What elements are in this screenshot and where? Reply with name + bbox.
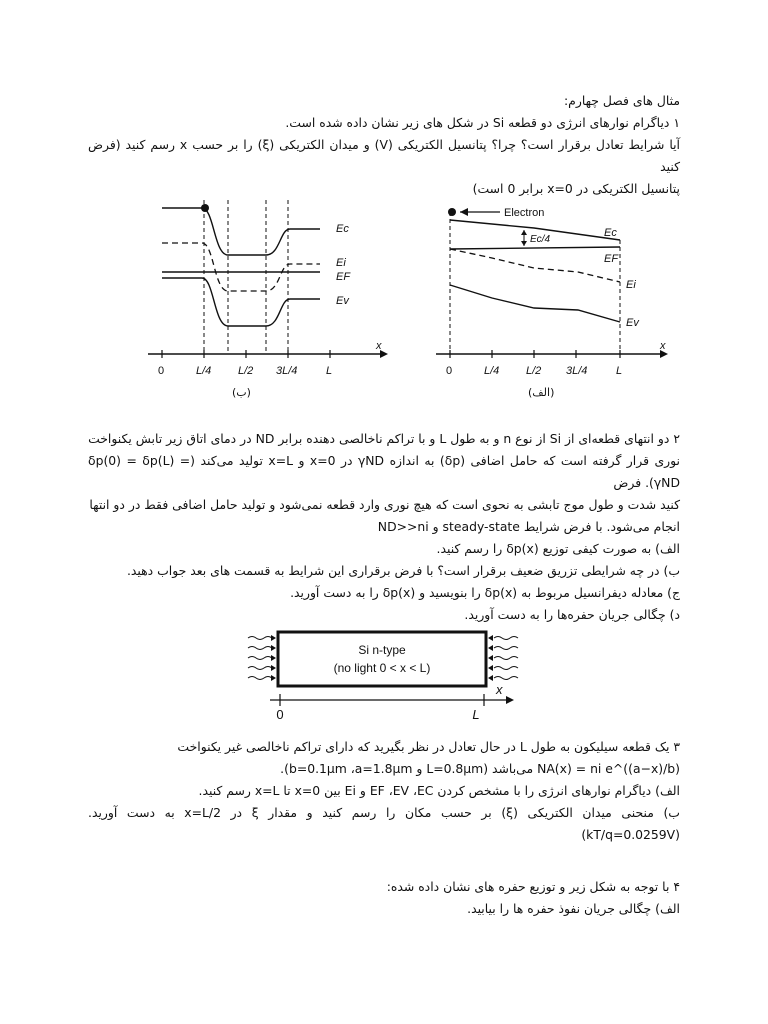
fig-b-label-ec: Ec (336, 223, 349, 235)
fig-b-tick-1: L/4 (196, 365, 212, 377)
fig2-axis-label: x (496, 682, 503, 697)
fig2-box-line2: (no light 0 < x < L) (333, 661, 431, 675)
q1-line3: پتانسیل الکتریکی در x=0 برابر 0 است) (472, 181, 680, 196)
fig-a-tick-1: L/4 (484, 365, 500, 377)
fig-a-tick-3: 3L/4 (566, 365, 588, 377)
q2-part-c: ج) معادله دیفرانسیل مربوط به δp(x) را بنویسید و δp(x) را به دست آورید. (290, 585, 680, 600)
fig-a-label-ec: Ec (604, 227, 617, 239)
fig2-box-line1: Si n-type (358, 643, 406, 657)
fig-a-label-ev: Ev (626, 317, 639, 329)
fig-b-tick-0: 0 (158, 365, 165, 377)
q2-line4: انجام می‌شود. با فرض شرایط steady-state و ND>>ni (377, 519, 680, 534)
fig-b-label-ei: Ei (336, 257, 346, 269)
q1-line2: آیا شرایط تعادل برقرار است؟ چرا؟ پتانسیل الکتریکی (V) و میدان الکتریکی (ξ) را بر حسب x رسم کنید (فرض کنید (88, 137, 680, 174)
fig-b-tick-2: L/2 (238, 365, 254, 377)
fig-b-tick-4: L (326, 365, 333, 377)
fig-a-tick-2: L/2 (526, 365, 542, 377)
q2-part-d: د) چگالی جریان حفره‌ها را به دست آورید. (464, 607, 680, 622)
q2-part-b: ب) در چه شرایطی تزریق ضعیف برقرار است؟ با فرض برقراری این شرایط به قسمت های بعد جواب دهید. (126, 563, 680, 578)
fig2-right-label: L (472, 707, 480, 722)
fig-b-tick-3: 3L/4 (276, 365, 298, 377)
q4-block (88, 876, 680, 920)
q2-line3: کنید شدت و طول موج تابشی به نحوی است که هیچ نوری وارد قطعه نمی‌شود و تولید حامل اضافی فقط در دو انتها (89, 497, 680, 512)
q3-line2: NA(x) = ni e^((a−x)/b) می‌باشد (L=0.8μm و b=0.1μm ،a=1.8μm). (280, 761, 680, 776)
band-diagram-b (140, 192, 400, 382)
q3-part-a: الف) دیاگرام نوارهای انرژی را با مشخص کردن EF ،EV ،EC و Ei بین x=0 تا x=L رسم کنید. (198, 783, 680, 798)
q2-line2: نوری قرار گرفته است که حامل اضافی (δp) به اندازه γND در x=0 و x=L تولید می‌کند (δp(0) = δp(L) = γND). فرض (88, 453, 680, 490)
fig-a-label-ef: EF (604, 253, 619, 265)
q1-line1: ۱ دیاگرام نوارهای انرژی دو قطعه Si در شکل های زیر نشان داده شده است. (285, 115, 680, 130)
fig-a-caption: (الف) (528, 386, 555, 399)
page-title: مثال های فصل چهارم: (563, 93, 680, 108)
fig-a-tick-0: 0 (446, 365, 453, 377)
q4-part-a: الف) چگالی جریان نفوذ حفره ها را بیابید. (467, 901, 680, 916)
q4-line1: ۴ با توجه به شکل زیر و توزیع حفره های نشان داده شده: (386, 879, 680, 894)
q2-part-a: الف) به صورت کیفی توزیع δp(x) را رسم کنید. (436, 541, 680, 556)
si-bar-figure (240, 624, 530, 724)
q1-block (88, 90, 680, 200)
q3-block (88, 736, 680, 846)
fig-a-label-ei: Ei (626, 279, 636, 291)
q3-line1: ۳ یک قطعه سیلیکون به طول L در حال تعادل در نظر بگیرید که دارای تراکم ناخالصی غیر یکنواخت (177, 739, 680, 754)
fig-a-tick-4: L (616, 365, 623, 377)
fig2-left-label: 0 (276, 707, 284, 722)
fig-b-caption: (ب) (232, 386, 251, 399)
band-diagram-a (428, 192, 678, 382)
q2-block (88, 428, 680, 626)
fig-b-label-ev: Ev (336, 295, 349, 307)
fig-a-ec4-label: Ec/4 (530, 234, 551, 245)
fig-a-electron-label: Electron (504, 207, 545, 219)
fig-a-axis-label: x (660, 340, 666, 352)
q3-part-b: ب) منحنی میدان الکتریکی (ξ) بر حسب مکان را رسم کنید و مقدار ξ در x=L/2 به دست آورید. (kT/q=0.0259V) (88, 805, 680, 842)
fig-b-axis-label: x (376, 340, 382, 352)
fig-b-label-ef: EF (336, 271, 351, 283)
q2-line1: ۲ دو انتهای قطعه‌ای از Si از نوع n و به طول L و با تراکم ناخالصی دهنده برابر ND در دمای اتاق زیر تابش یکنواخت (88, 431, 680, 446)
